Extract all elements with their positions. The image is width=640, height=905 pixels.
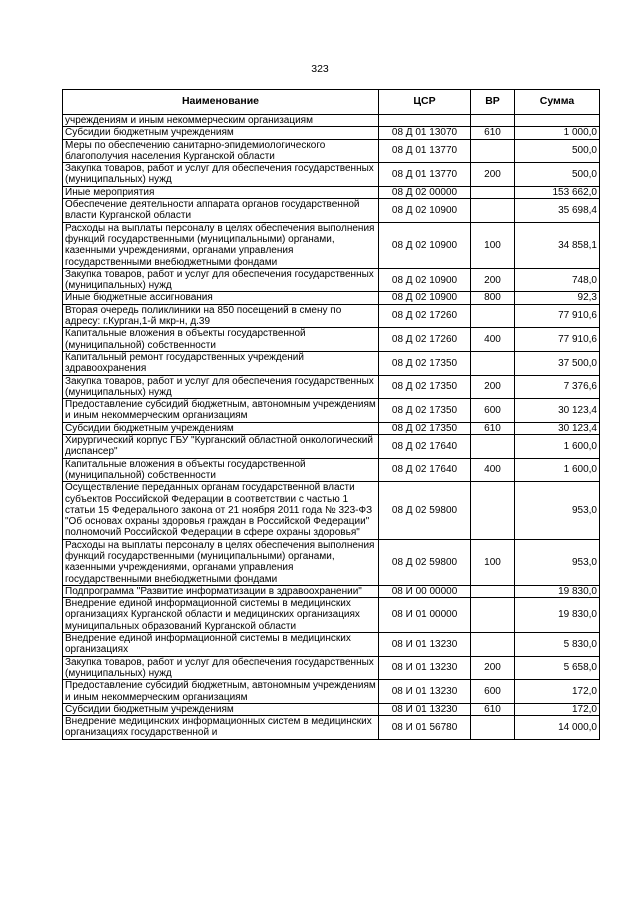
row-csr: 08 И 01 13230 bbox=[379, 633, 471, 657]
row-sum: 172,0 bbox=[515, 703, 600, 715]
row-name: Иные мероприятия bbox=[63, 186, 379, 198]
table-row bbox=[63, 127, 600, 139]
budget-table bbox=[62, 89, 600, 740]
row-vr bbox=[471, 633, 515, 657]
row-csr: 08 Д 02 17640 bbox=[379, 435, 471, 459]
column-header-sum: Сумма bbox=[515, 90, 600, 115]
row-sum: 77 910,6 bbox=[515, 328, 600, 352]
row-sum: 953,0 bbox=[515, 482, 600, 539]
row-sum: 500,0 bbox=[515, 163, 600, 187]
row-vr: 200 bbox=[471, 375, 515, 399]
row-name: Хирургический корпус ГБУ "Курганский областной онкологический диспансер" bbox=[63, 435, 379, 459]
table-row bbox=[63, 399, 600, 423]
table-row bbox=[63, 656, 600, 680]
row-csr: 08 И 01 56780 bbox=[379, 716, 471, 740]
row-csr: 08 Д 02 10900 bbox=[379, 199, 471, 223]
row-csr: 08 Д 02 17350 bbox=[379, 399, 471, 423]
page-number: 323 bbox=[311, 63, 329, 75]
row-name: Осуществление переданных органам государственной власти субъектов Российской Федерации в соответствии с частью 1 статьи 15 Федерального закона от 21 ноября 2011 года № 323-ФЗ "Об основах охраны здоровья граждан в Российской Федерации" полномочий Российской Федерации в сфере охраны здоровья" bbox=[63, 482, 379, 539]
row-vr: 400 bbox=[471, 328, 515, 352]
row-name: Меры по обеспечению санитарно-эпидемиологического благополучия населения Курганской области bbox=[63, 139, 379, 163]
row-sum: 748,0 bbox=[515, 268, 600, 292]
row-name: Субсидии бюджетным учреждениям bbox=[63, 703, 379, 715]
row-csr: 08 Д 02 59800 bbox=[379, 539, 471, 585]
row-sum: 30 123,4 bbox=[515, 399, 600, 423]
column-header-csr: ЦСР bbox=[379, 90, 471, 115]
table-row bbox=[63, 199, 600, 223]
table-row bbox=[63, 435, 600, 459]
row-vr: 610 bbox=[471, 703, 515, 715]
table-row bbox=[63, 598, 600, 633]
row-vr: 610 bbox=[471, 422, 515, 434]
row-sum: 19 830,0 bbox=[515, 598, 600, 633]
row-csr: 08 Д 02 10900 bbox=[379, 292, 471, 304]
table-row bbox=[63, 292, 600, 304]
row-vr bbox=[471, 482, 515, 539]
table-row bbox=[63, 716, 600, 740]
row-name: Обеспечение деятельности аппарата органов государственной власти Курганской области bbox=[63, 199, 379, 223]
row-vr: 100 bbox=[471, 222, 515, 268]
row-vr bbox=[471, 115, 515, 127]
row-vr bbox=[471, 351, 515, 375]
table-row bbox=[63, 539, 600, 585]
row-sum: 14 000,0 bbox=[515, 716, 600, 740]
column-header-vr: ВР bbox=[471, 90, 515, 115]
row-vr bbox=[471, 585, 515, 597]
row-sum: 153 662,0 bbox=[515, 186, 600, 198]
table-row bbox=[63, 633, 600, 657]
row-csr: 08 Д 02 17350 bbox=[379, 422, 471, 434]
row-vr: 600 bbox=[471, 680, 515, 704]
row-name: Закупка товаров, работ и услуг для обеспечения государственных (муниципальных) нужд bbox=[63, 268, 379, 292]
row-csr: 08 Д 02 10900 bbox=[379, 222, 471, 268]
row-name: Внедрение единой информационной системы в медицинских организациях Курганской области и медицинских организациях муниципальных образований Курганской области bbox=[63, 598, 379, 633]
row-csr: 08 Д 02 17350 bbox=[379, 375, 471, 399]
row-vr: 100 bbox=[471, 539, 515, 585]
row-name: Субсидии бюджетным учреждениям bbox=[63, 127, 379, 139]
row-vr: 200 bbox=[471, 656, 515, 680]
row-sum: 92,3 bbox=[515, 292, 600, 304]
table-row bbox=[63, 268, 600, 292]
table-row bbox=[63, 482, 600, 539]
row-sum: 19 830,0 bbox=[515, 585, 600, 597]
row-name: учреждениям и иным некоммерческим организациям bbox=[63, 115, 379, 127]
row-sum: 172,0 bbox=[515, 680, 600, 704]
row-csr bbox=[379, 115, 471, 127]
table-row bbox=[63, 222, 600, 268]
column-header-name: Наименование bbox=[63, 90, 379, 115]
table-row bbox=[63, 115, 600, 127]
row-csr: 08 Д 02 59800 bbox=[379, 482, 471, 539]
table-header-row bbox=[63, 90, 600, 115]
row-sum: 5 830,0 bbox=[515, 633, 600, 657]
row-csr: 08 Д 02 10900 bbox=[379, 268, 471, 292]
row-name: Закупка товаров, работ и услуг для обеспечения государственных (муниципальных) нужд bbox=[63, 163, 379, 187]
row-csr: 08 Д 02 17640 bbox=[379, 458, 471, 482]
table-row bbox=[63, 703, 600, 715]
row-csr: 08 Д 02 17260 bbox=[379, 304, 471, 328]
row-csr: 08 Д 01 13770 bbox=[379, 163, 471, 187]
row-name: Внедрение единой информационной системы в медицинских организациях bbox=[63, 633, 379, 657]
row-name: Расходы на выплаты персоналу в целях обеспечения выполнения функций государственными (муниципальными) органами, казенными учреждениями, органами управления государственными внебюджетными фондами bbox=[63, 539, 379, 585]
row-sum: 77 910,6 bbox=[515, 304, 600, 328]
row-sum bbox=[515, 115, 600, 127]
row-csr: 08 И 01 13230 bbox=[379, 656, 471, 680]
row-sum: 1 600,0 bbox=[515, 458, 600, 482]
table-row bbox=[63, 458, 600, 482]
row-name: Субсидии бюджетным учреждениям bbox=[63, 422, 379, 434]
table-row bbox=[63, 585, 600, 597]
row-vr: 800 bbox=[471, 292, 515, 304]
row-vr bbox=[471, 199, 515, 223]
row-csr: 08 Д 01 13070 bbox=[379, 127, 471, 139]
row-sum: 953,0 bbox=[515, 539, 600, 585]
row-csr: 08 И 01 13230 bbox=[379, 680, 471, 704]
row-name: Предоставление субсидий бюджетным, автономным учреждениям и иным некоммерческим организациям bbox=[63, 680, 379, 704]
row-vr bbox=[471, 186, 515, 198]
row-vr bbox=[471, 304, 515, 328]
row-sum: 1 000,0 bbox=[515, 127, 600, 139]
row-csr: 08 И 00 00000 bbox=[379, 585, 471, 597]
table-row bbox=[63, 139, 600, 163]
row-vr bbox=[471, 139, 515, 163]
row-sum: 35 698,4 bbox=[515, 199, 600, 223]
row-csr: 08 Д 01 13770 bbox=[379, 139, 471, 163]
table-row bbox=[63, 680, 600, 704]
row-csr: 08 И 01 13230 bbox=[379, 703, 471, 715]
row-vr bbox=[471, 598, 515, 633]
row-name: Внедрение медицинских информационных систем в медицинских организациях государственной и bbox=[63, 716, 379, 740]
table-row bbox=[63, 375, 600, 399]
table-row bbox=[63, 351, 600, 375]
row-csr: 08 Д 02 17260 bbox=[379, 328, 471, 352]
row-name: Закупка товаров, работ и услуг для обеспечения государственных (муниципальных) нужд bbox=[63, 375, 379, 399]
row-csr: 08 Д 02 17350 bbox=[379, 351, 471, 375]
row-name: Закупка товаров, работ и услуг для обеспечения государственных (муниципальных) нужд bbox=[63, 656, 379, 680]
row-sum: 5 658,0 bbox=[515, 656, 600, 680]
row-name: Предоставление субсидий бюджетным, автономным учреждениям и иным некоммерческим организациям bbox=[63, 399, 379, 423]
row-vr: 200 bbox=[471, 163, 515, 187]
row-name: Капитальный ремонт государственных учреждений здравоохранения bbox=[63, 351, 379, 375]
row-csr: 08 И 01 00000 bbox=[379, 598, 471, 633]
row-name: Вторая очередь поликлиники на 850 посещений в смену по адресу: г.Курган,1-й мкр-н, д.39 bbox=[63, 304, 379, 328]
row-sum: 34 858,1 bbox=[515, 222, 600, 268]
table-row bbox=[63, 422, 600, 434]
row-csr: 08 Д 02 00000 bbox=[379, 186, 471, 198]
row-sum: 1 600,0 bbox=[515, 435, 600, 459]
row-name: Капитальные вложения в объекты государственной (муниципальной) собственности bbox=[63, 458, 379, 482]
row-sum: 37 500,0 bbox=[515, 351, 600, 375]
row-name: Подпрограмма "Развитие информатизации в здравоохранении" bbox=[63, 585, 379, 597]
row-sum: 7 376,6 bbox=[515, 375, 600, 399]
table-row bbox=[63, 328, 600, 352]
row-name: Иные бюджетные ассигнования bbox=[63, 292, 379, 304]
table-body bbox=[63, 115, 600, 740]
row-vr bbox=[471, 435, 515, 459]
row-vr: 200 bbox=[471, 268, 515, 292]
table-row bbox=[63, 163, 600, 187]
row-name: Капитальные вложения в объекты государственной (муниципальной) собственности bbox=[63, 328, 379, 352]
row-vr bbox=[471, 716, 515, 740]
row-sum: 30 123,4 bbox=[515, 422, 600, 434]
table-row bbox=[63, 186, 600, 198]
row-vr: 600 bbox=[471, 399, 515, 423]
table-row bbox=[63, 304, 600, 328]
row-sum: 500,0 bbox=[515, 139, 600, 163]
row-name: Расходы на выплаты персоналу в целях обеспечения выполнения функций государственными (муниципальными) органами, казенными учреждениями, органами управления государственными внебюджетными фондами bbox=[63, 222, 379, 268]
row-vr: 400 bbox=[471, 458, 515, 482]
row-vr: 610 bbox=[471, 127, 515, 139]
